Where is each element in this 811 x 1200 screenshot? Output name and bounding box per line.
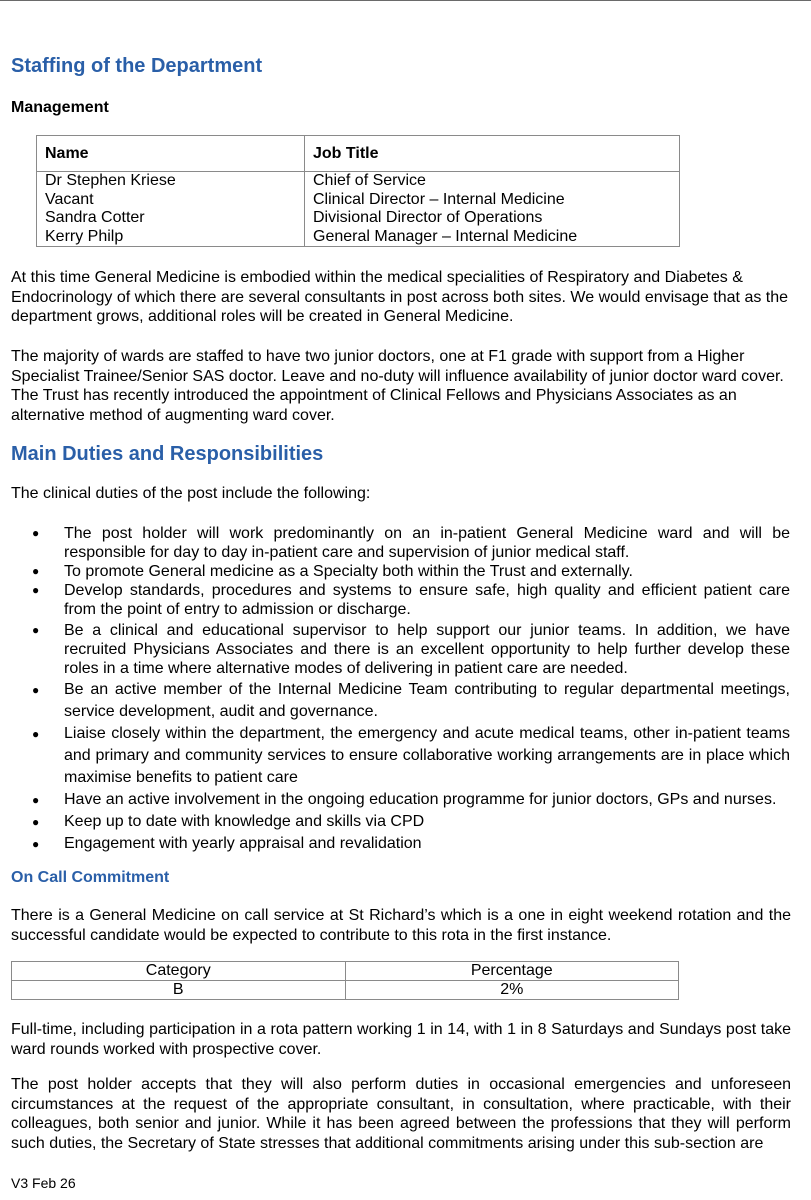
cell-name: Vacant bbox=[37, 191, 305, 210]
list-item bbox=[0, 524, 790, 562]
duty-text: Be an active member of the Internal Medicine Team contributing to regular departmental meetings, service development, audit and governance. bbox=[64, 681, 790, 720]
header-job-title: Job Title bbox=[305, 136, 680, 172]
table-row bbox=[37, 209, 680, 228]
duty-text: Have an active involvement in the ongoing education programme for junior doctors, GPs and nurses. bbox=[64, 791, 777, 808]
bullet-icon: ● bbox=[32, 583, 40, 597]
cell-category: B bbox=[12, 981, 346, 1000]
heading-main-duties: Main Duties and Responsibilities bbox=[11, 443, 324, 465]
list-item bbox=[0, 621, 790, 678]
management-table bbox=[36, 135, 680, 247]
duty-text: Keep up to date with knowledge and skills via CPD bbox=[64, 813, 425, 830]
duties-list bbox=[0, 520, 790, 855]
cell-job-title: Divisional Director of Operations bbox=[305, 209, 680, 228]
paragraph-full-time: Full-time, including participation in a rota pattern working 1 in 14, with 1 in 8 Saturdays and Sundays post take ward rounds worked with prospective cover. bbox=[11, 1021, 791, 1058]
duty-text: Liaise closely within the department, the emergency and acute medical teams, other in-patient teams and primary and community services to ensure collaborative working arrangements are in place which maximise benefits to patient care bbox=[64, 725, 790, 786]
top-rule bbox=[0, 0, 811, 1]
list-item bbox=[0, 833, 790, 855]
header-category: Category bbox=[12, 962, 346, 981]
table-header-row bbox=[37, 136, 680, 172]
paragraph-embodied: At this time General Medicine is embodied within the medical specialities of Respiratory and Diabetes & Endocrinology of which there are several consultants in post across both sites. We would envisage that as the department grows, additional roles will be created in General Medicine. bbox=[11, 269, 789, 325]
list-item bbox=[0, 581, 790, 619]
duty-text: Develop standards, procedures and systems to ensure safe, high quality and efficient patient care from the point of entry to admission or discharge. bbox=[64, 582, 790, 618]
paragraph-on-call-service: There is a General Medicine on call service at St Richard’s which is a one in eight weekend rotation and the successful candidate would be expected to contribute to this rota in the first instance. bbox=[11, 907, 791, 944]
duty-text: To promote General medicine as a Specialty both within the Trust and externally. bbox=[64, 563, 633, 580]
table-row bbox=[12, 981, 679, 1000]
bullet-icon: ● bbox=[32, 793, 40, 807]
heading-on-call: On Call Commitment bbox=[11, 869, 170, 886]
cell-job-title: General Manager – Internal Medicine bbox=[305, 228, 680, 247]
heading-management: Management bbox=[11, 99, 109, 116]
category-table bbox=[11, 961, 679, 1000]
list-item bbox=[0, 679, 790, 723]
cell-name: Sandra Cotter bbox=[37, 209, 305, 228]
duty-text: Engagement with yearly appraisal and revalidation bbox=[64, 835, 422, 852]
cell-name: Kerry Philp bbox=[37, 228, 305, 247]
list-item bbox=[0, 562, 790, 581]
bullet-icon: ● bbox=[32, 815, 40, 829]
duty-text: The post holder will work predominantly on an in-patient General Medicine ward and will be responsible for day to day in-patient care and supervision of junior medical staff. bbox=[64, 525, 790, 561]
header-name: Name bbox=[37, 136, 305, 172]
list-item bbox=[0, 789, 790, 811]
duty-text: Be a clinical and educational supervisor to help support our junior teams. In addition, we have recruited Physicians Associates and there is an excellent opportunity to help further develop these roles in a time where alternative modes of delivering in patient care are needed. bbox=[64, 622, 790, 677]
paragraph-duties-intro: The clinical duties of the post include the following: bbox=[11, 485, 371, 502]
cell-job-title: Clinical Director – Internal Medicine bbox=[305, 191, 680, 210]
bullet-icon: ● bbox=[32, 623, 40, 637]
bullet-icon: ● bbox=[32, 564, 40, 578]
table-header-row bbox=[12, 962, 679, 981]
cell-percentage: 2% bbox=[345, 981, 679, 1000]
list-item bbox=[0, 811, 790, 833]
paragraph-emergencies: The post holder accepts that they will also perform duties in occasional emergencies and unforeseen circumstances at the request of the appropriate consultant, in consultation, where practicable, with their colleagues, both senior and junior. While it has been agreed between the professions that they will perform such duties, the Secretary of State stresses that additional commitments arising under this sub-section are bbox=[11, 1076, 791, 1152]
bullet-icon: ● bbox=[32, 683, 40, 697]
paragraph-wards: The majority of wards are staffed to have two junior doctors, one at F1 grade with support from a Higher Specialist Trainee/Senior SAS doctor. Leave and no-duty will influence availability of junior doctor ward cover. The Trust has recently introduced the appointment of Clinical Fellows and Physicians Associates as an alternative method of augmenting ward cover. bbox=[11, 348, 784, 424]
header-percentage: Percentage bbox=[345, 962, 679, 981]
bullet-icon: ● bbox=[32, 727, 40, 741]
table-row bbox=[37, 172, 680, 191]
bullet-icon: ● bbox=[32, 526, 40, 540]
cell-name: Dr Stephen Kriese bbox=[37, 172, 305, 191]
footer-version: V3 Feb 26 bbox=[11, 1175, 76, 1191]
cell-job-title: Chief of Service bbox=[305, 172, 680, 191]
table-row bbox=[37, 228, 680, 247]
bullet-icon: ● bbox=[32, 837, 40, 851]
heading-staffing: Staffing of the Department bbox=[11, 55, 263, 77]
list-item bbox=[0, 723, 790, 789]
table-row bbox=[37, 191, 680, 210]
